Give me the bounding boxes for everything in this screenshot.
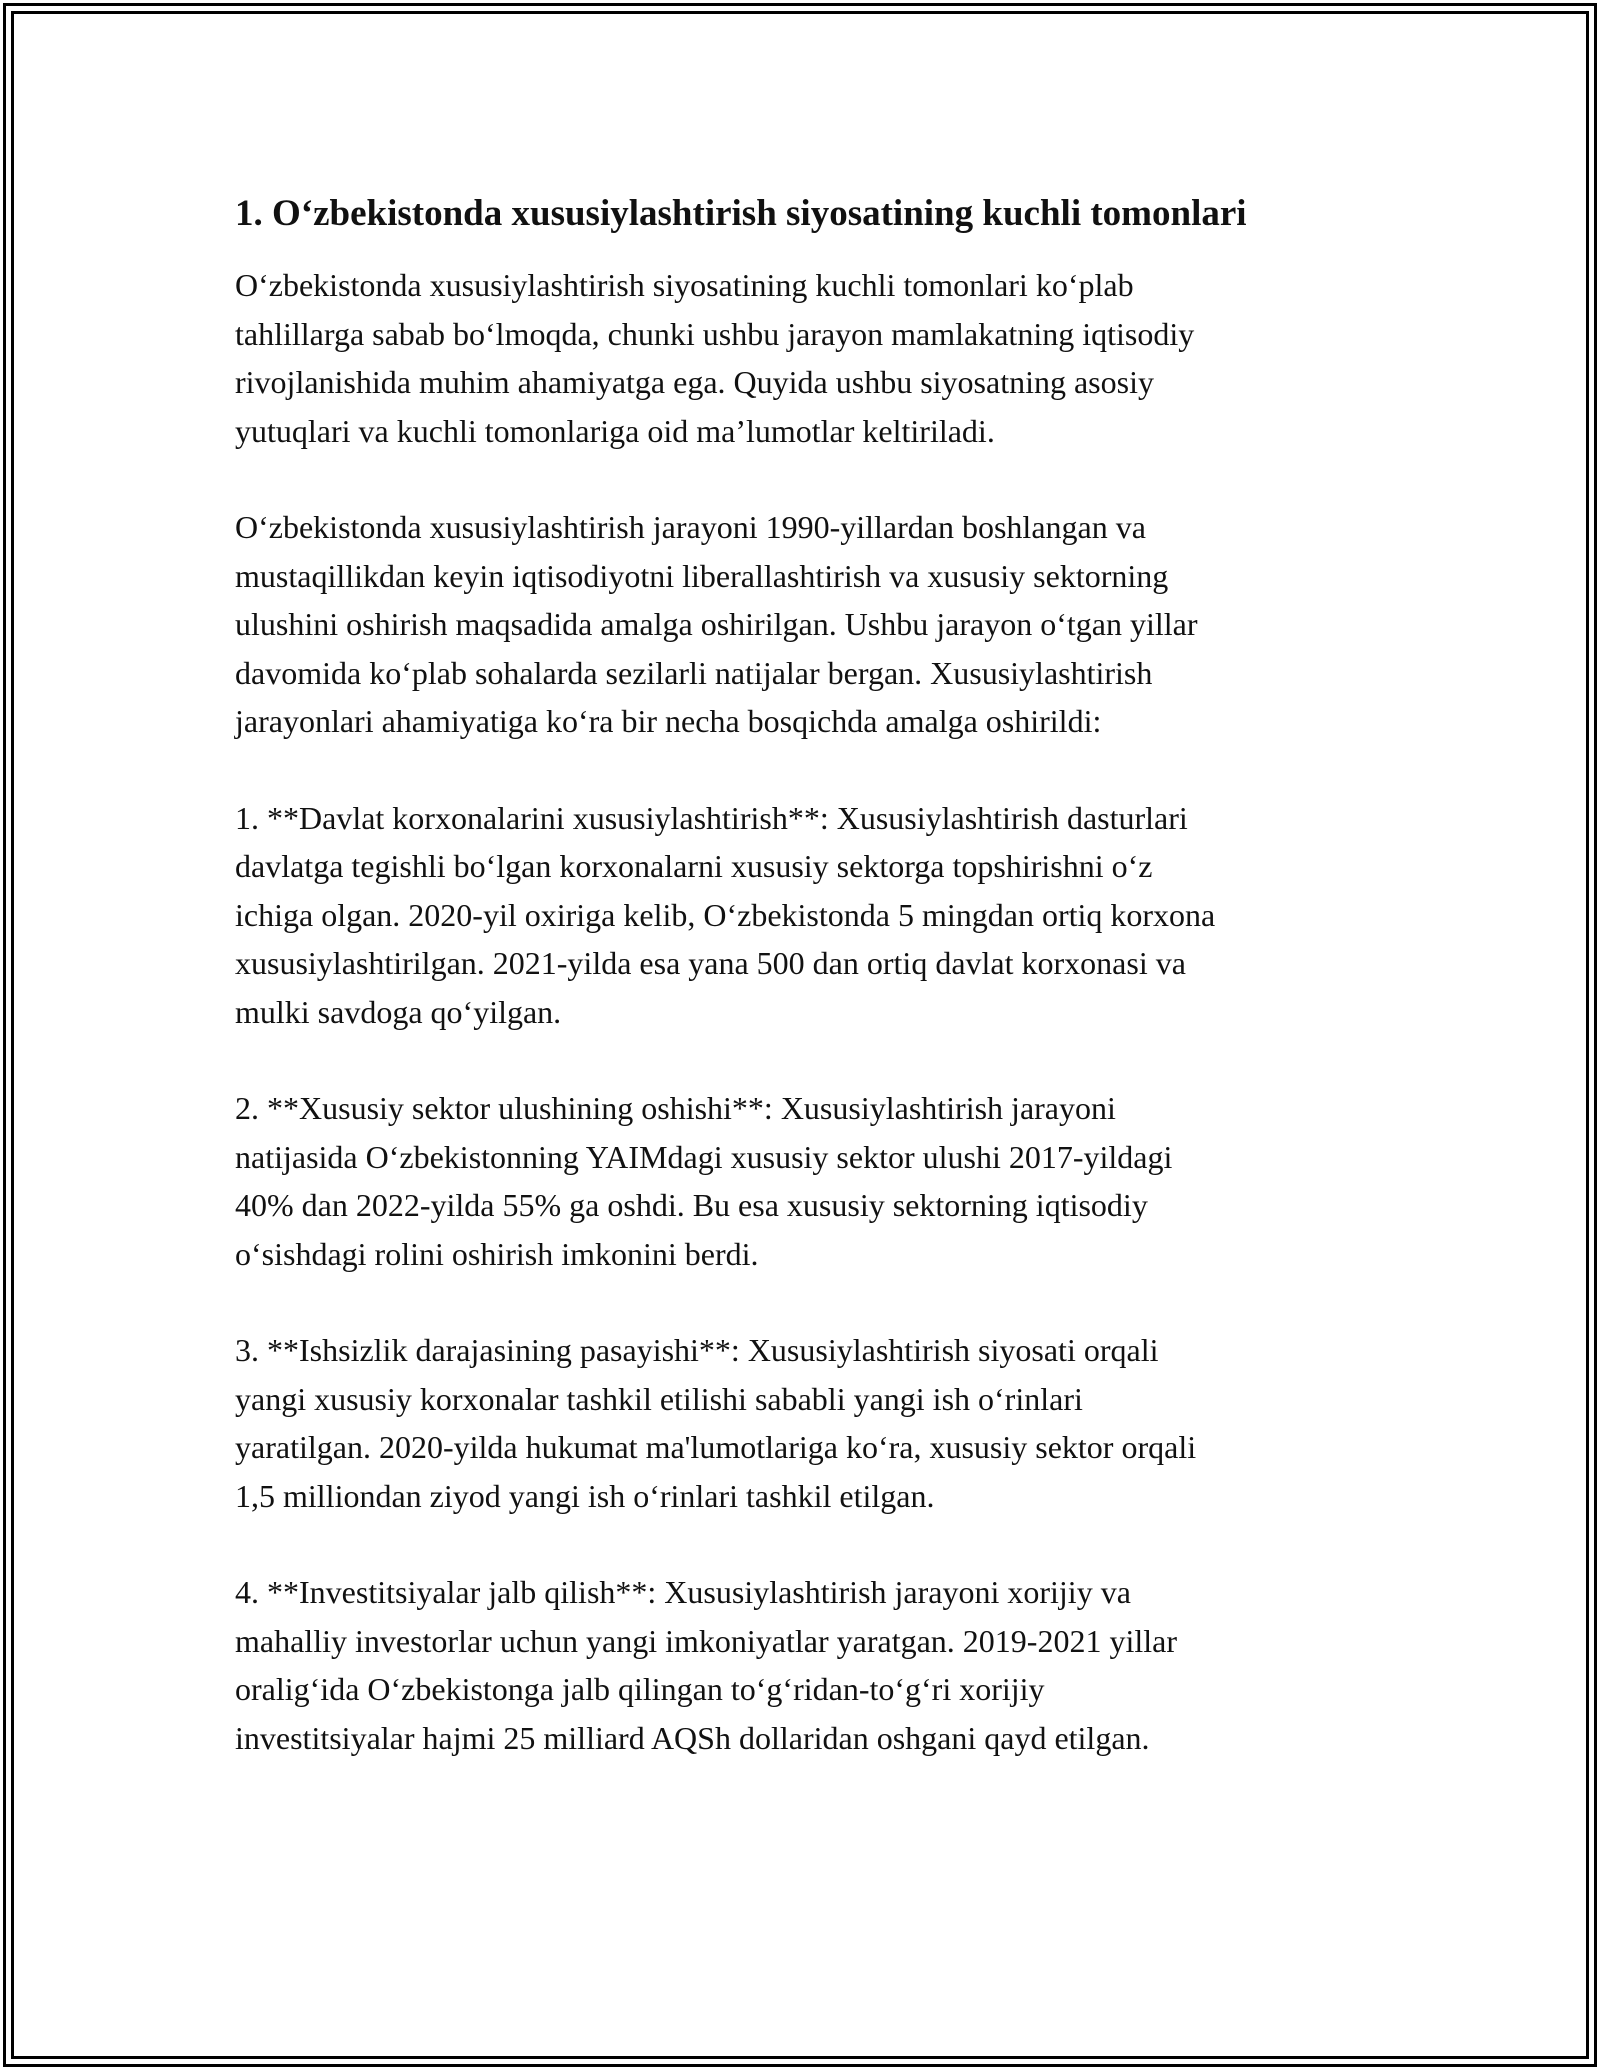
list-item-unemployment: 3. **Ishsizlik darajasining pasayishi**: Xususiylashtirish siyosati orqali yangi xususiy korxonalar tashkil etilishi sababli yangi ish o‘rinlari yaratilgan. 2020-yilda hukumat ma'lumotlariga ko‘ra, xususiy sektor orqali 1,5 milliondan ziyod yangi ish o‘rinlari tashkil etilgan. bbox=[235, 1332, 1197, 1514]
list-item-investments: 4. **Investitsiyalar jalb qilish**: Xususiylashtirish jarayoni xorijiy va mahalliy investorlar uchun yangi imkoniyatlar yaratgan. 2019-2021 yillar oralig‘ida O‘zbekistonga jalb qilingan to‘g‘ridan-to‘g‘ri xorijiy investitsiyalar hajmi 25 milliard AQSh dollaridan oshgani qayd etilgan. bbox=[235, 1574, 1177, 1756]
paragraph-intro: O‘zbekistonda xususiylashtirish siyosatining kuchli tomonlari ko‘plab tahlillarga sabab bo‘lmoqda, chunki ushbu jarayon mamlakatning iqtisodiy rivojlanishida muhim ahamiyatga ega. Quyida ushbu siyosatning asosiy yutuqlari va kuchli tomonlariga oid ma’lumotlar keltiriladi. bbox=[235, 267, 1195, 449]
list-item-state-enterprises: 1. **Davlat korxonalarini xususiylashtirish**: Xususiylashtirish dasturlari davlatga tegishli bo‘lgan korxonalarni xususiy sektorga topshirishni o‘z ichiga olgan. 2020-yil oxiriga kelib, O‘zbekistonda 5 mingdan ortiq korxona xususiylashtirilgan. 2021-yilda esa yana 500 dan ortiq davlat korxonasi va mulki savdoga qo‘yilgan. bbox=[235, 799, 1216, 1030]
document-title: 1. O‘zbekistonda xususiylashtirish siyosatining kuchli tomonlari bbox=[235, 193, 1247, 234]
list-item-private-sector-share: 2. **Xususiy sektor ulushining oshishi**: Xususiylashtirish jarayoni natijasida O‘zbekistonning YAIMdagi xususiy sektor ulushi 2017-yildagi 40% dan 2022-yilda 55% ga oshdi. Bu esa xususiy sektorning iqtisodiy o‘sishdagi rolini oshirish imkonini berdi. bbox=[235, 1090, 1173, 1272]
paragraph-history: O‘zbekistonda xususiylashtirish jarayoni 1990-yillardan boshlangan va mustaqillikdan keyin iqtisodiyotni liberallashtirish va xususiy sektorning ulushini oshirish maqsadida amalga oshirilgan. Ushbu jarayon o‘tgan yillar davomida ko‘plab sohalarda sezilarli natijalar bergan. Xususiylashtirish jarayonlari ahamiyatiga ko‘ra bir necha bosqichda amalga oshirildi: bbox=[235, 509, 1198, 739]
document-body bbox=[235, 186, 1375, 1810]
